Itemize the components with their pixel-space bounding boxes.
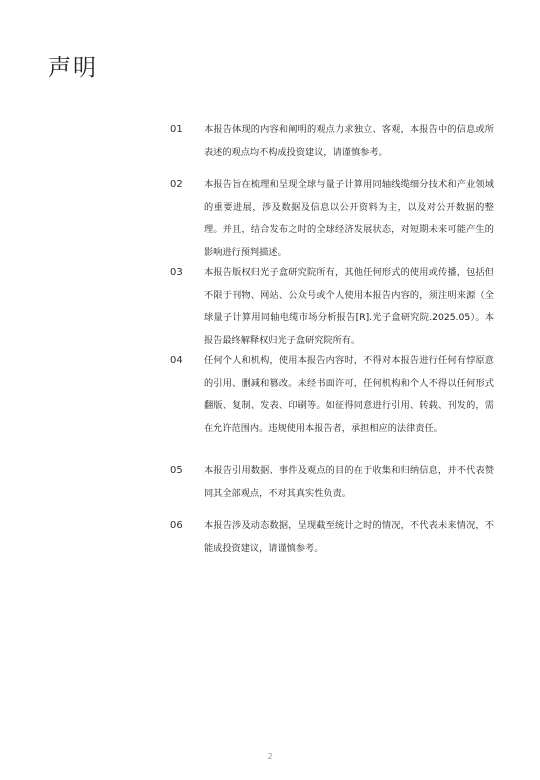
page-title: 声明: [48, 55, 98, 82]
clause-text: 本报告旨在梳理和呈现全球与量子计算用同轴线缆细分技术和产业领域的重要进展，涉及数据及信息以公开资料为主，以及对公开数据的整理。并且，结合发布之时的全球经济发展状态，对短期未来可能产生的影响进行预判描述。: [204, 179, 494, 258]
clause-number: 05: [170, 465, 183, 476]
clause-number: 03: [170, 267, 183, 278]
clause-text: 本报告引用数据、事件及观点的目的在于收集和归纳信息，并不代表赞同其全部观点，不对其真实性负责。: [204, 465, 494, 499]
clause-number: 04: [170, 355, 183, 366]
clause-number: 01: [170, 124, 183, 135]
clause-number: 06: [170, 520, 183, 531]
page-number: 2: [267, 752, 273, 761]
clause-number: 02: [170, 179, 183, 190]
clause-text: 本报告版权归光子盒研究院所有，其他任何形式的使用或传播，包括但不限于刊物、网站、公众号或个人使用本报告内容的，须注明来源（全球量子计算用同轴电缆市场分析报告[R].光子盒研究院.2025.05）。本报告最终解释权归光子盒研究院所有。: [204, 267, 494, 346]
clause-text: 本报告体现的内容和阐明的观点力求独立、客观，本报告中的信息或所表述的观点均不构成投资建议，请谨慎参考。: [204, 124, 494, 158]
clause-text: 任何个人和机构，使用本报告内容时，不得对本报告进行任何有悖原意的引用、删减和篡改。未经书面许可，任何机构和个人不得以任何形式翻版、复制、发表、印刷等。如征得同意进行引用、转载、刊发的，需在允许范围内。违规使用本报告者，承担相应的法律责任。: [204, 355, 494, 434]
clause-text: 本报告涉及动态数据，呈现截至统计之时的情况，不代表未来情况，不能成投资建议，请谨慎参考。: [204, 520, 494, 554]
